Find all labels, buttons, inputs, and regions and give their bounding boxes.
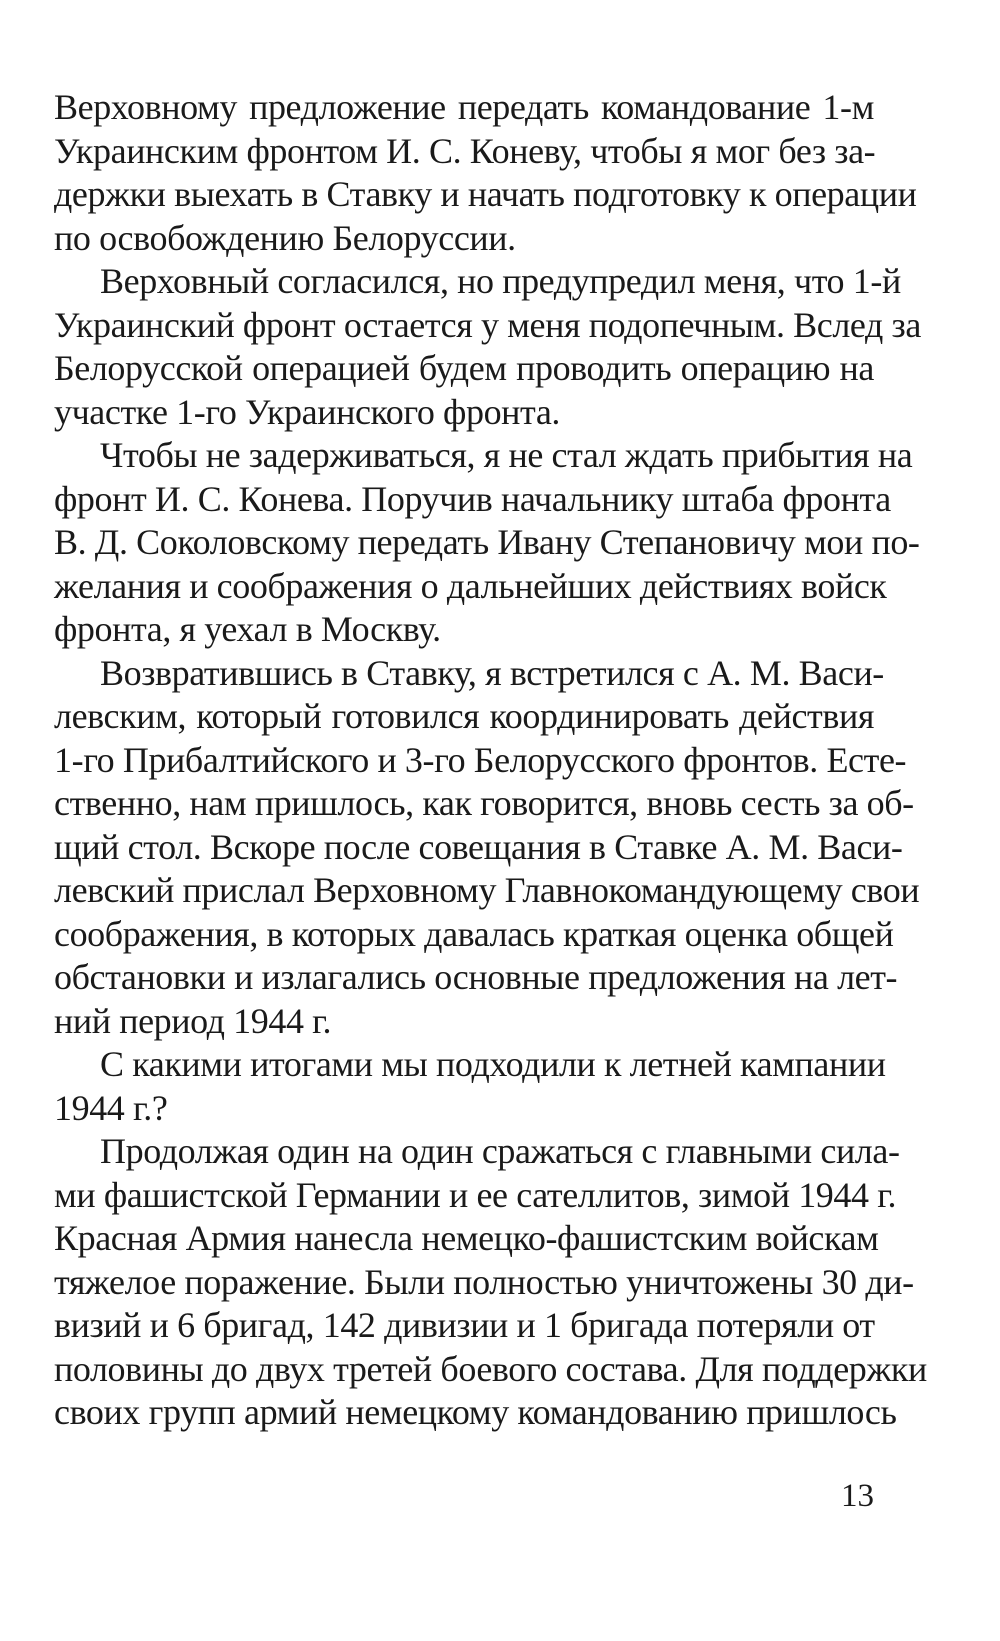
text-line: по освобождению Белоруссии. (54, 217, 516, 258)
text-line: Чтобы не задерживаться, я не стал ждать прибытия на (100, 435, 913, 475)
text-line: Верховному предложение передать командование 1-м (54, 87, 874, 127)
text-line: визий и 6 бригад, 142 дивизии и 1 бригада потеряли от (54, 1305, 875, 1345)
text-line: Украинский фронт остается у меня подопечным. Вслед за (54, 304, 921, 345)
text-line: держки выехать в Ставку и начать подготовку к операции (54, 174, 917, 214)
text-line: ний период 1944 г. (54, 1000, 332, 1041)
text-line: 1-го Прибалтийского и 3-го Белорусского фронтов. Есте- (54, 739, 907, 780)
text-line: Красная Армия нанесла немецко-фашистским войскам (54, 1218, 879, 1258)
text-line: С какими итогами мы подходили к летней кампании (100, 1044, 886, 1084)
text-line: желания и соображения о дальнейших действиях войск (54, 565, 887, 606)
text-line: ственно, нам пришлось, как говорится, вновь сесть за об- (54, 783, 914, 823)
text-line: Украинским фронтом И. С. Коневу, чтобы я мог без за- (54, 130, 876, 171)
text-line: Белорусской операцией будем проводить операцию на (54, 348, 874, 388)
text-line: Верховный согласился, но предупредил меня, что 1-й (100, 261, 901, 301)
text-line: тяжелое поражение. Были полностью уничтожены 30 ди- (54, 1261, 914, 1302)
text-line: фронта, я уехал в Москву. (54, 609, 441, 649)
text-line: половины до двух третей боевого состава. Для поддержки (54, 1348, 927, 1389)
text-line: обстановки и излагались основные предложения на лет- (54, 957, 898, 997)
text-line: Возвратившись в Ставку, я встретился с А. М. Васи- (100, 652, 884, 693)
text-line: Продолжая один на один сражаться с главными сила- (100, 1131, 900, 1171)
text-line: щий стол. Вскоре после совещания в Ставке А. М. Васи- (54, 826, 903, 867)
page-number: 13 (841, 1478, 874, 1514)
text-line: соображения, в которых давалась краткая оценка общей (54, 913, 894, 954)
body-text (54, 86, 927, 1435)
text-line: левским, который готовился координировать действия (54, 696, 874, 736)
text-line: ми фашистской Германии и ее сателлитов, зимой 1944 г. (54, 1174, 897, 1215)
text-line: своих групп армий немецкому командованию пришлось (54, 1392, 897, 1432)
text-line: участке 1-го Украинского фронта. (54, 391, 561, 432)
text-line: 1944 г.? (54, 1087, 168, 1128)
text-line: фронт И. С. Конева. Поручив начальнику штаба фронта (54, 478, 891, 519)
text-line: В. Д. Соколовскому передать Ивану Степановичу мои по- (54, 522, 920, 562)
text-line: левский прислал Верховному Главнокомандующему свои (54, 870, 920, 910)
